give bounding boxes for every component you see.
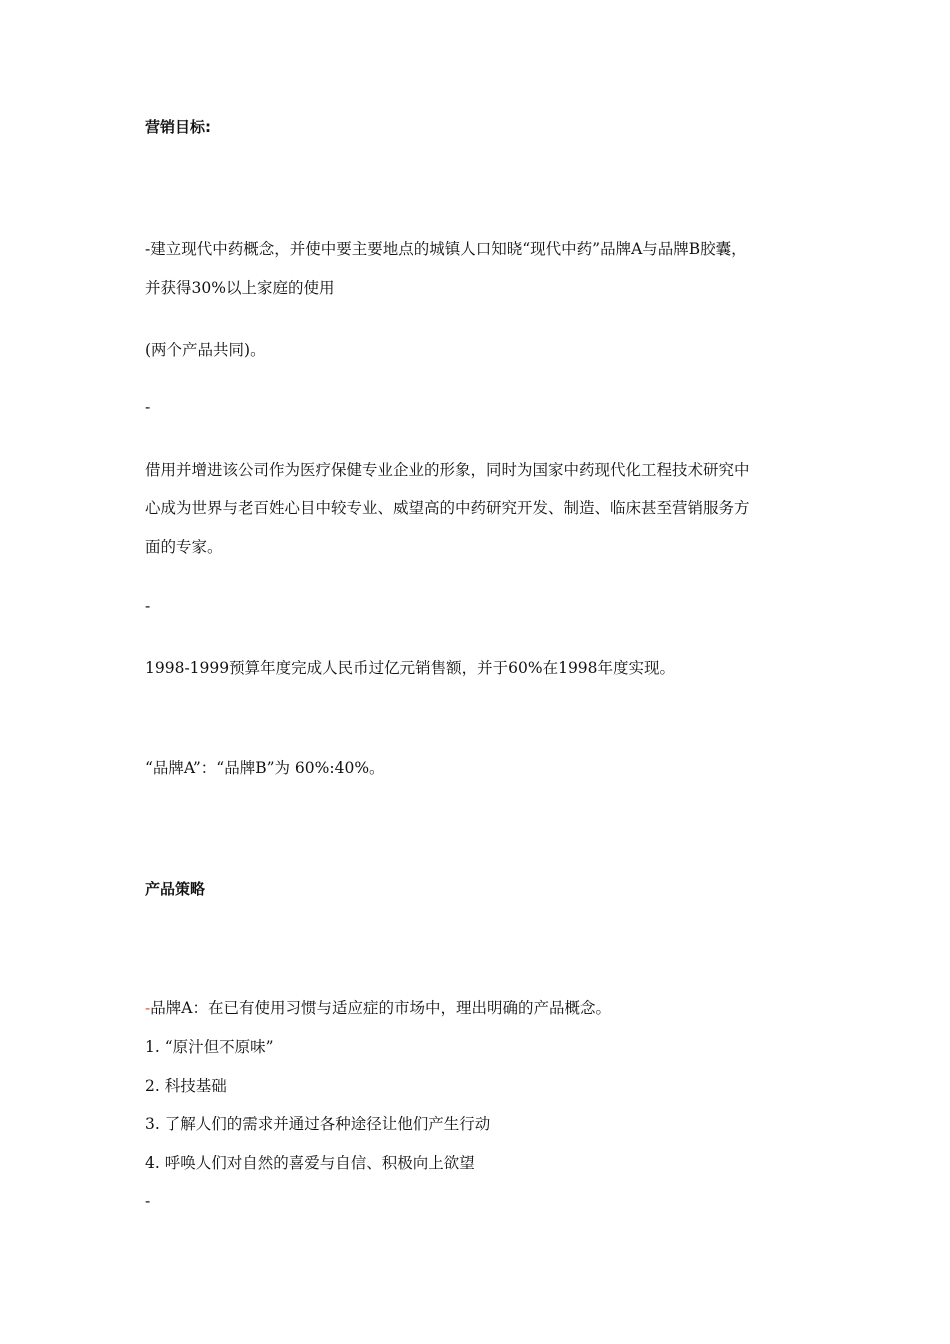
section-heading-marketing-goals: 营销目标: (145, 118, 211, 136)
dash-marker: - (145, 999, 151, 1017)
list-item: 3. 了解人们的需求并通过各种途径让他们产生行动 (145, 1115, 491, 1133)
goal-paragraph-1-line-2: 并获得30%以上家庭的使用 (145, 279, 335, 297)
goal-paragraph-1-line-1: -建立现代中药概念，并使中要主要地点的城镇人口知晓“现代中药”品牌A与品牌B胶囊， (145, 240, 747, 258)
strategy-intro (145, 997, 611, 1019)
list-item: 4. 呼唤人们对自然的喜爱与自信、积极向上欲望 (145, 1154, 475, 1172)
goal-paragraph-2: (两个产品共同)。 (145, 341, 266, 359)
dash-separator: - (145, 1192, 151, 1210)
strategy-intro-text: 品牌A：在已有使用习惯与适应症的市场中，理出明确的产品概念。 (150, 999, 611, 1017)
goal-paragraph-3-line-3: 面的专家。 (145, 538, 223, 556)
goal-paragraph-5: “品牌A”：“品牌B”为 60%:40%。 (145, 759, 385, 777)
goal-paragraph-3-line-2: 心成为世界与老百姓心目中较专业、威望高的中药研究开发、制造、临床甚至营销服务方 (145, 499, 750, 517)
goal-paragraph-4: 1998-1999预算年度完成人民币过亿元销售额，并于60%在1998年度实现。 (145, 659, 676, 677)
section-heading-product-strategy: 产品策略 (145, 880, 206, 898)
dash-separator: - (145, 597, 151, 615)
dash-separator: - (145, 398, 151, 416)
list-item: 1. “原汁但不原味” (145, 1038, 274, 1056)
goal-paragraph-3-line-1: 借用并增进该公司作为医疗保健专业企业的形象，同时为国家中药现代化工程技术研究中 (145, 461, 750, 479)
list-item: 2. 科技基础 (145, 1077, 227, 1095)
